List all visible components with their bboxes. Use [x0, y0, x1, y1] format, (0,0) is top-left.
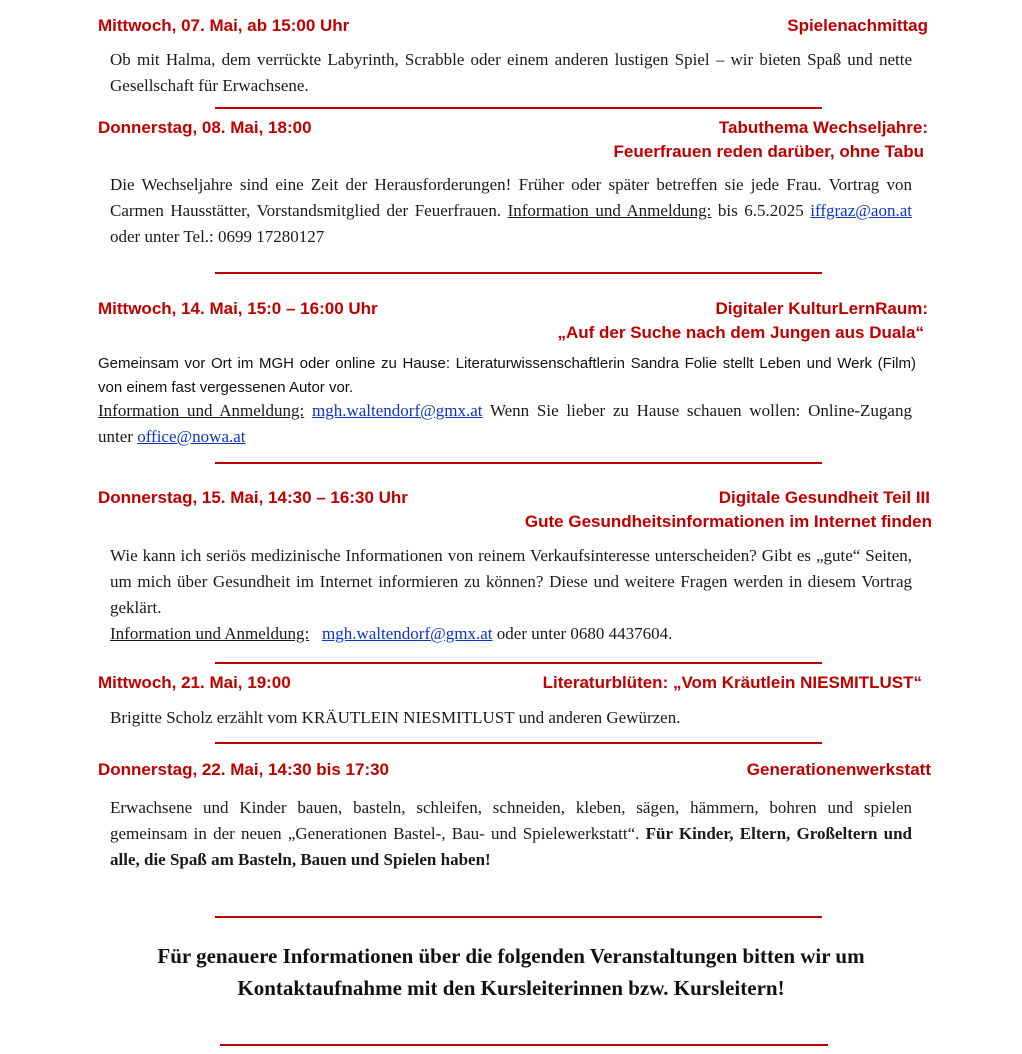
- event-description: [110, 795, 912, 873]
- divider: [220, 1044, 828, 1046]
- event-date: Mittwoch, 07. Mai, ab 15:00 Uhr: [98, 16, 350, 35]
- closing-note: Für genauere Informationen über die folgenden Veranstaltungen bitten wir um Kontaktaufnahme mit den Kursleiterinnen bzw. Kursleitern!: [157, 944, 865, 1000]
- event-text: Erwachsene und Kinder bauen, basteln, schleifen, schneiden, kleben, sägen, hämmern, bohren und spielen gemeinsam in der neuen „Generationen Bastel-, Bau- und Spielewerkstatt“.: [110, 798, 912, 843]
- event-description: [110, 172, 912, 250]
- event-subtitle: „Auf der Suche nach dem Jungen aus Duala“: [557, 323, 924, 342]
- event-subtitle: Feuerfrauen reden darüber, ohne Tabu: [613, 142, 924, 161]
- info-phone: oder unter 0680 4437604.: [492, 624, 673, 643]
- email-link[interactable]: mgh.waltendorf@gmx.at: [322, 624, 493, 643]
- info-label: Information und Anmeldung:: [98, 401, 305, 420]
- divider: [215, 742, 822, 744]
- divider: [215, 462, 822, 464]
- email-link[interactable]: mgh.waltendorf@gmx.at: [312, 401, 483, 420]
- email-link-online[interactable]: office@nowa.at: [137, 427, 246, 446]
- event-header: [98, 15, 928, 37]
- event-title: Digitale Gesundheit Teil III: [718, 488, 930, 507]
- event-date: Mittwoch, 14. Mai, 15:0 – 16:00 Uhr: [98, 299, 378, 318]
- event-title: Generationenwerkstatt: [746, 760, 931, 779]
- info-label: Information und Anmeldung:: [507, 201, 712, 220]
- event-title: Spielenachmittag: [787, 16, 928, 35]
- event-subtitle: Gute Gesundheitsinformationen im Internet finden: [524, 512, 932, 531]
- event-text: Wie kann ich seriös medizinische Informationen von reinem Verkaufsinteresse unterscheiden? Gibt es „gute“ Seiten, um mich über Gesundheit im Internet informieren zu können? Diese und weitere Fragen werden in diesem Vortrag geklärt.: [110, 546, 912, 617]
- event-highlight: Für Kinder, Eltern, Großeltern und alle, die Spaß am Basteln, Bauen und Spielen haben!: [110, 824, 912, 869]
- info-label: Information und Anmeldung:: [110, 624, 310, 643]
- info-deadline: bis 6.5.2025: [711, 201, 811, 220]
- event-header: [98, 298, 928, 320]
- info-online: Wenn Sie lieber zu Hause schauen wollen: Online-Zugang unter: [98, 401, 912, 446]
- event-description: Gemeinsam vor Ort im MGH oder online zu Hause: Literaturwissenschaftlerin Sandra Folie stellt Leben und Werk (Film) von einem fast vergessenen Autor vor.: [98, 355, 916, 396]
- event-date: Donnerstag, 22. Mai, 14:30 bis 17:30: [98, 760, 390, 779]
- email-link[interactable]: iffgraz@aon.at: [810, 201, 912, 220]
- event-header: [98, 487, 930, 509]
- event-title: Digitaler KulturLernRaum:: [715, 299, 928, 318]
- event-info: [98, 398, 912, 450]
- divider: [215, 916, 822, 918]
- event-date: Mittwoch, 21. Mai, 19:00: [98, 673, 291, 692]
- divider: [215, 272, 822, 274]
- event-header: [98, 117, 928, 139]
- info-phone: oder unter Tel.: 0699 17280127: [110, 227, 325, 246]
- event-text: Die Wechseljahre sind eine Zeit der Herausforderungen! Früher oder später betreffen sie jede Frau. Vortrag von Carmen Hausstätter, Vorstandsmitglied der Feuerfrauen.: [110, 175, 912, 220]
- event-date: Donnerstag, 08. Mai, 18:00: [98, 118, 312, 137]
- event-header: [98, 672, 928, 694]
- event-title: Literaturblüten: „Vom Kräutlein NIESMITLUST“: [542, 673, 922, 692]
- event-date: Donnerstag, 15. Mai, 14:30 – 16:30 Uhr: [98, 488, 408, 507]
- event-title: Tabuthema Wechseljahre:: [718, 118, 928, 137]
- event-header: [98, 759, 931, 781]
- event-description: [110, 543, 912, 647]
- event-description: Ob mit Halma, dem verrückte Labyrinth, Scrabble oder einem anderen lustigen Spiel – wir bieten Spaß und nette Gesellschaft für Erwachsene.: [110, 50, 912, 95]
- divider: [215, 107, 822, 109]
- event-description: Brigitte Scholz erzählt vom KRÄUTLEIN NIESMITLUST und anderen Gewürzen.: [110, 708, 681, 727]
- divider: [215, 662, 822, 664]
